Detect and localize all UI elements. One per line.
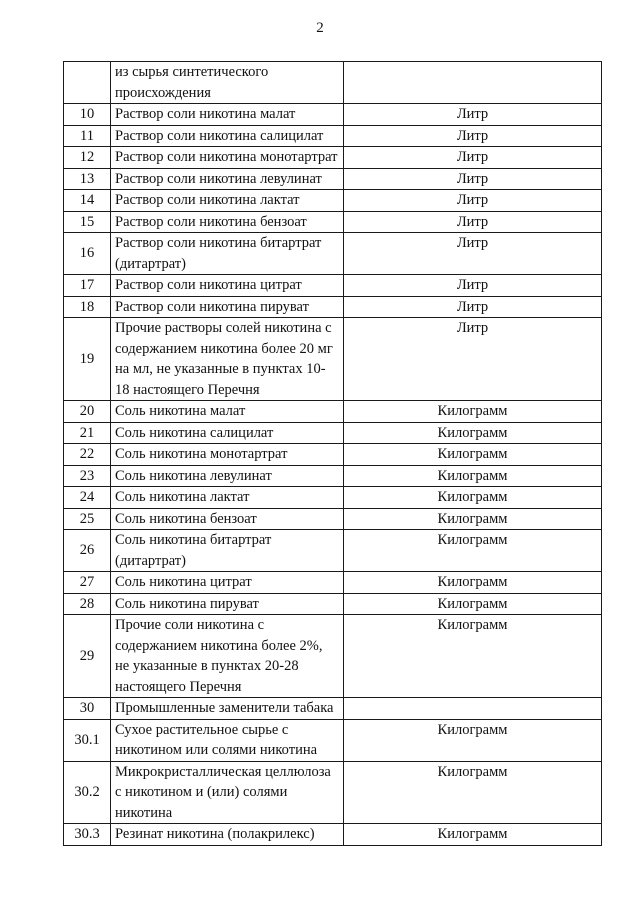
item-unit: Килограмм <box>344 401 602 423</box>
item-unit: Литр <box>344 296 602 318</box>
table-row <box>64 296 602 318</box>
item-unit: Литр <box>344 125 602 147</box>
table-row <box>64 125 602 147</box>
item-unit: Килограмм <box>344 487 602 509</box>
row-number: 30.3 <box>64 824 111 846</box>
table-row <box>64 719 602 761</box>
item-name: Микрокристаллическая целлюлоза с никотином и (или) солями никотина <box>111 761 344 824</box>
item-unit <box>344 62 602 104</box>
item-name: Резинат никотина (полакрилекс) <box>111 824 344 846</box>
row-number: 18 <box>64 296 111 318</box>
row-number: 17 <box>64 275 111 297</box>
item-name: Прочие соли никотина с содержанием никотина более 2%, не указанные в пунктах 20-28 настоящего Перечня <box>111 615 344 698</box>
item-unit: Килограмм <box>344 422 602 444</box>
row-number: 13 <box>64 168 111 190</box>
item-unit: Килограмм <box>344 508 602 530</box>
table-row <box>64 401 602 423</box>
table-row <box>64 698 602 720</box>
item-name: Соль никотина салицилат <box>111 422 344 444</box>
table-row <box>64 572 602 594</box>
row-number <box>64 62 111 104</box>
item-unit: Литр <box>344 104 602 126</box>
row-number: 29 <box>64 615 111 698</box>
item-name: Раствор соли никотина битартрат (дитартрат) <box>111 233 344 275</box>
table-row <box>64 508 602 530</box>
item-name: Соль никотина монотартрат <box>111 444 344 466</box>
row-number: 26 <box>64 530 111 572</box>
nicotine-products-table <box>63 61 602 846</box>
table-row <box>64 275 602 297</box>
item-name: Раствор соли никотина салицилат <box>111 125 344 147</box>
item-unit: Килограмм <box>344 719 602 761</box>
item-unit: Литр <box>344 318 602 401</box>
item-unit: Килограмм <box>344 761 602 824</box>
table-row <box>64 422 602 444</box>
row-number: 23 <box>64 465 111 487</box>
table-row <box>64 233 602 275</box>
item-unit <box>344 698 602 720</box>
table-row <box>64 444 602 466</box>
row-number: 22 <box>64 444 111 466</box>
row-number: 12 <box>64 147 111 169</box>
item-unit: Килограмм <box>344 593 602 615</box>
row-number: 10 <box>64 104 111 126</box>
row-number: 21 <box>64 422 111 444</box>
table-row <box>64 487 602 509</box>
table-row <box>64 147 602 169</box>
table-row <box>64 318 602 401</box>
row-number: 30.1 <box>64 719 111 761</box>
table-row <box>64 104 602 126</box>
item-unit: Литр <box>344 147 602 169</box>
item-name: Соль никотина левулинат <box>111 465 344 487</box>
row-number: 28 <box>64 593 111 615</box>
page-number: 2 <box>316 20 324 36</box>
row-number: 30 <box>64 698 111 720</box>
table-row <box>64 465 602 487</box>
item-name: Соль никотина малат <box>111 401 344 423</box>
row-number: 24 <box>64 487 111 509</box>
item-unit: Килограмм <box>344 530 602 572</box>
table-row <box>64 211 602 233</box>
item-unit: Килограмм <box>344 572 602 594</box>
item-name: Соль никотина пируват <box>111 593 344 615</box>
table-row <box>64 62 602 104</box>
row-number: 15 <box>64 211 111 233</box>
table-row <box>64 530 602 572</box>
row-number: 19 <box>64 318 111 401</box>
item-name: Соль никотина битартрат (дитартрат) <box>111 530 344 572</box>
item-unit: Литр <box>344 211 602 233</box>
item-unit: Килограмм <box>344 465 602 487</box>
item-name: Промышленные заменители табака <box>111 698 344 720</box>
item-name: Сухое растительное сырье с никотином или солями никотина <box>111 719 344 761</box>
item-unit: Литр <box>344 168 602 190</box>
row-number: 11 <box>64 125 111 147</box>
table-row <box>64 824 602 846</box>
table-row <box>64 615 602 698</box>
item-name: Раствор соли никотина бензоат <box>111 211 344 233</box>
item-name: Соль никотина цитрат <box>111 572 344 594</box>
item-unit: Литр <box>344 190 602 212</box>
item-name: Раствор соли никотина цитрат <box>111 275 344 297</box>
item-unit: Литр <box>344 233 602 275</box>
item-name: Раствор соли никотина монотартрат <box>111 147 344 169</box>
row-number: 25 <box>64 508 111 530</box>
item-name: Раствор соли никотина лактат <box>111 190 344 212</box>
item-name: Прочие растворы солей никотина с содержанием никотина более 20 мг на мл, не указанные в пунктах 10-18 настоящего Перечня <box>111 318 344 401</box>
table-row <box>64 761 602 824</box>
item-unit: Килограмм <box>344 444 602 466</box>
item-name: Раствор соли никотина малат <box>111 104 344 126</box>
row-number: 14 <box>64 190 111 212</box>
row-number: 20 <box>64 401 111 423</box>
row-number: 16 <box>64 233 111 275</box>
table-row <box>64 593 602 615</box>
item-unit: Литр <box>344 275 602 297</box>
item-unit: Килограмм <box>344 824 602 846</box>
item-name: Соль никотина лактат <box>111 487 344 509</box>
item-name: из сырья синтетического происхождения <box>111 62 344 104</box>
item-name: Раствор соли никотина пируват <box>111 296 344 318</box>
item-name: Раствор соли никотина левулинат <box>111 168 344 190</box>
item-unit: Килограмм <box>344 615 602 698</box>
table-row <box>64 168 602 190</box>
row-number: 30.2 <box>64 761 111 824</box>
row-number: 27 <box>64 572 111 594</box>
item-name: Соль никотина бензоат <box>111 508 344 530</box>
table-row <box>64 190 602 212</box>
